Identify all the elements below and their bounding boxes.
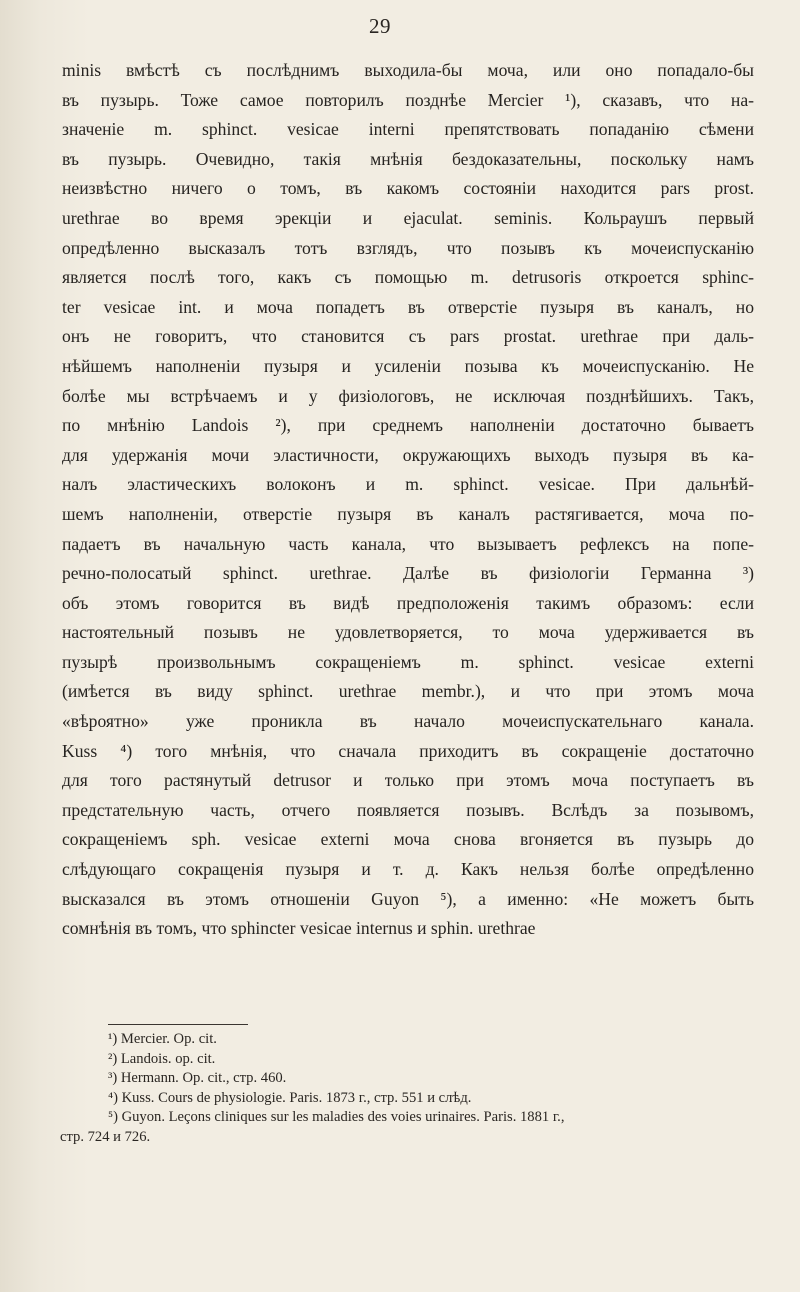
text-line: для удержанія мочи эластичности, окружающихъ выходъ пузыря въ ка- xyxy=(62,444,754,465)
text-line: болѣе мы встрѣчаемъ и у физіологовъ, не исключая позднѣйшихъ. Такъ, xyxy=(62,385,754,406)
text-line: сомнѣнія въ томъ, что sphincter vesicae internus и sphin. urethrae xyxy=(62,918,536,939)
footnote-continuation: стр. 724 и 726. xyxy=(60,1128,151,1145)
text-line: настоятельный позывъ не удовлетворяется, то моча удерживается въ xyxy=(62,622,754,643)
footnote-separator xyxy=(108,1024,248,1025)
text-line: для того растянутый detrusor и только при этомъ моча поступаетъ въ xyxy=(62,770,754,791)
text-line: объ этомъ говорится въ видѣ предположенія такимъ образомъ: если xyxy=(62,592,754,613)
text-line: онъ не говоритъ, что становится съ pars prostat. urethrae при даль- xyxy=(62,326,754,347)
text-line: minis вмѣстѣ съ послѣднимъ выходила-бы моча, или оно попадало-бы xyxy=(62,60,754,80)
text-line: является послѣ того, какъ съ помощью m. detrusoris откроется sphinc- xyxy=(62,267,754,288)
text-line: по мнѣнію Landois ²), при среднемъ наполненіи достаточно бываетъ xyxy=(62,415,754,436)
footnotes xyxy=(60,1030,758,1147)
text-line: высказался въ этомъ отношеніи Guyon ⁵), а именно: «Не можетъ быть xyxy=(62,888,754,909)
footnote: ³) Hermann. Op. cit., стр. 460. xyxy=(108,1070,287,1086)
text-line: (имѣется въ виду sphinct. urethrae membr.), и что при этомъ моча xyxy=(62,681,754,702)
text-line: «вѣроятно» уже проникла въ начало мочеиспускательнаго канала. xyxy=(62,711,754,732)
text-line: въ пузырь. Очевидно, такія мнѣнія бездоказательны, поскольку намъ xyxy=(62,148,754,169)
text-line: падаетъ въ начальную часть канала, что вызываетъ рефлексъ на попе- xyxy=(62,533,754,554)
main-text xyxy=(62,56,754,944)
page-number: 29 xyxy=(369,14,391,38)
text-line: налъ эластическихъ волоконъ и m. sphinct. vesicae. При дальнѣй- xyxy=(62,474,754,495)
footnote: ²) Landois. op. cit. xyxy=(108,1050,216,1067)
text-line: сокращеніемъ sph. vesicae externi моча снова вгоняется въ пузырь до xyxy=(62,829,754,850)
footnote: ⁴) Kuss. Cours de physiologie. Paris. 1873 г., стр. 551 и слѣд. xyxy=(108,1089,472,1106)
text-line: значеніе m. sphinct. vesicae interni препятствовать попаданію сѣмени xyxy=(62,119,754,140)
text-line: въ пузырь. Тоже самое повторилъ позднѣе Mercier ¹), сказавъ, что на- xyxy=(62,89,754,110)
text-line: Kuss ⁴) того мнѣнія, что сначала приходитъ въ сокращеніе достаточно xyxy=(62,740,754,761)
footnote: ¹) Mercier. Op. cit. xyxy=(108,1031,217,1047)
text-line: опредѣленно высказалъ тотъ взглядъ, что позывъ къ мочеиспусканію xyxy=(62,237,754,258)
text-line: пузырѣ произвольнымъ сокращеніемъ m. sphinct. vesicae externi xyxy=(62,651,754,672)
text-line: ter vesicae int. и моча попадетъ въ отверстіе пузыря въ каналъ, но xyxy=(62,296,754,317)
text-line: шемъ наполненіи, отверстіе пузыря въ каналъ растягивается, моча по- xyxy=(62,503,754,524)
text-line: неизвѣстно ничего о томъ, въ какомъ состояніи находится pars prost. xyxy=(62,178,754,199)
footnote: ⁵) Guyon. Leçons cliniques sur les maladies des voies urinaires. Paris. 1881 г., xyxy=(108,1109,565,1125)
text-line: речно-полосатый sphinct. urethrae. Далѣе въ физіологіи Германна ³) xyxy=(62,563,754,584)
text-line: предстательную часть, отчего появляется позывъ. Вслѣдъ за позывомъ, xyxy=(62,799,754,820)
text-line: urethrae во время эрекціи и ejaculat. seminis. Кольраушъ первый xyxy=(62,207,754,228)
text-line: слѣдующаго сокращенія пузыря и т. д. Какъ нельзя болѣе опредѣленно xyxy=(62,859,754,880)
text-line: нѣйшемъ наполненіи пузыря и усиленіи позыва къ мочеиспусканію. Не xyxy=(62,355,754,376)
